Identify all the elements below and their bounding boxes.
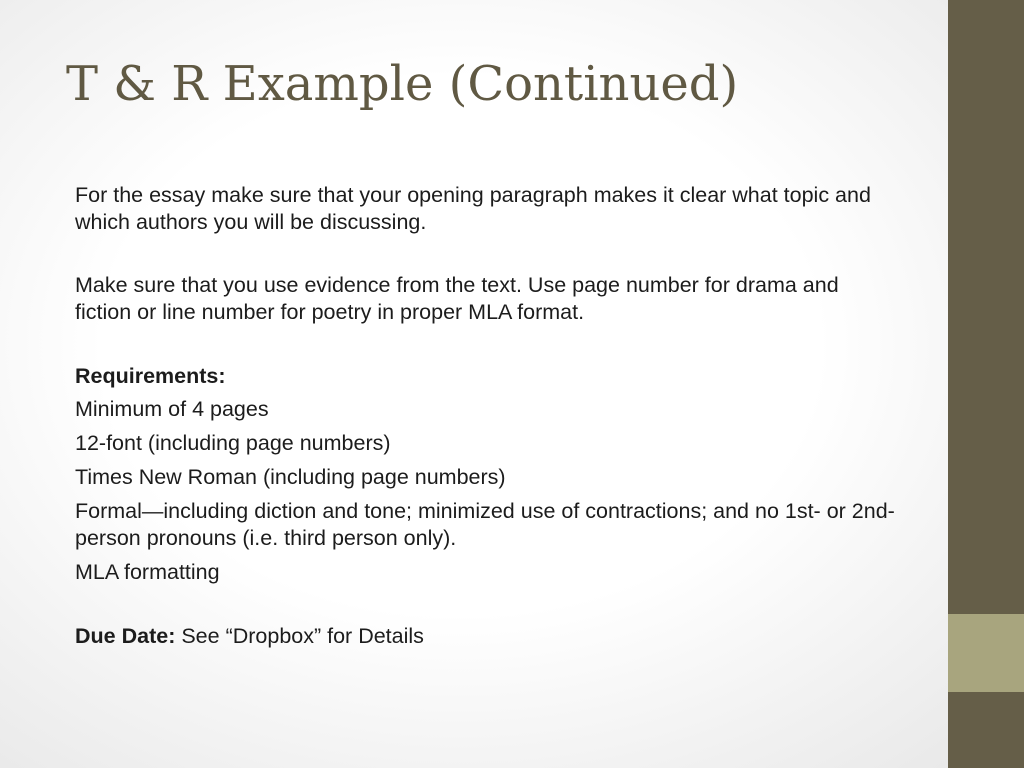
due-date-line: [75, 622, 895, 650]
requirements-list: [75, 396, 895, 586]
requirement-item: 12-font (including page numbers): [75, 431, 391, 455]
slide-body: [75, 182, 895, 650]
sidebar-accent-block: [948, 614, 1024, 692]
due-date-label: Due Date:: [75, 624, 176, 648]
due-date-value: See “Dropbox” for Details: [181, 624, 424, 648]
requirement-item: MLA formatting: [75, 560, 220, 584]
requirement-item: Minimum of 4 pages: [75, 397, 269, 421]
requirement-item: Formal—including diction and tone; minimized use of contractions; and no 1st- or 2nd-person pronouns (i.e. third person only).: [75, 499, 895, 550]
requirements-section: [75, 362, 895, 586]
paragraph-opening: For the essay make sure that your opening paragraph makes it clear what topic and which authors you will be discussing.: [75, 183, 871, 234]
requirement-item: Times New Roman (including page numbers): [75, 465, 506, 489]
slide-title: T & R Example (Continued): [66, 56, 739, 112]
decorative-sidebar: [948, 0, 1024, 768]
requirements-heading: Requirements:: [75, 364, 226, 388]
paragraph-evidence: Make sure that you use evidence from the text. Use page number for drama and fiction or line number for poetry in proper MLA format.: [75, 273, 839, 324]
